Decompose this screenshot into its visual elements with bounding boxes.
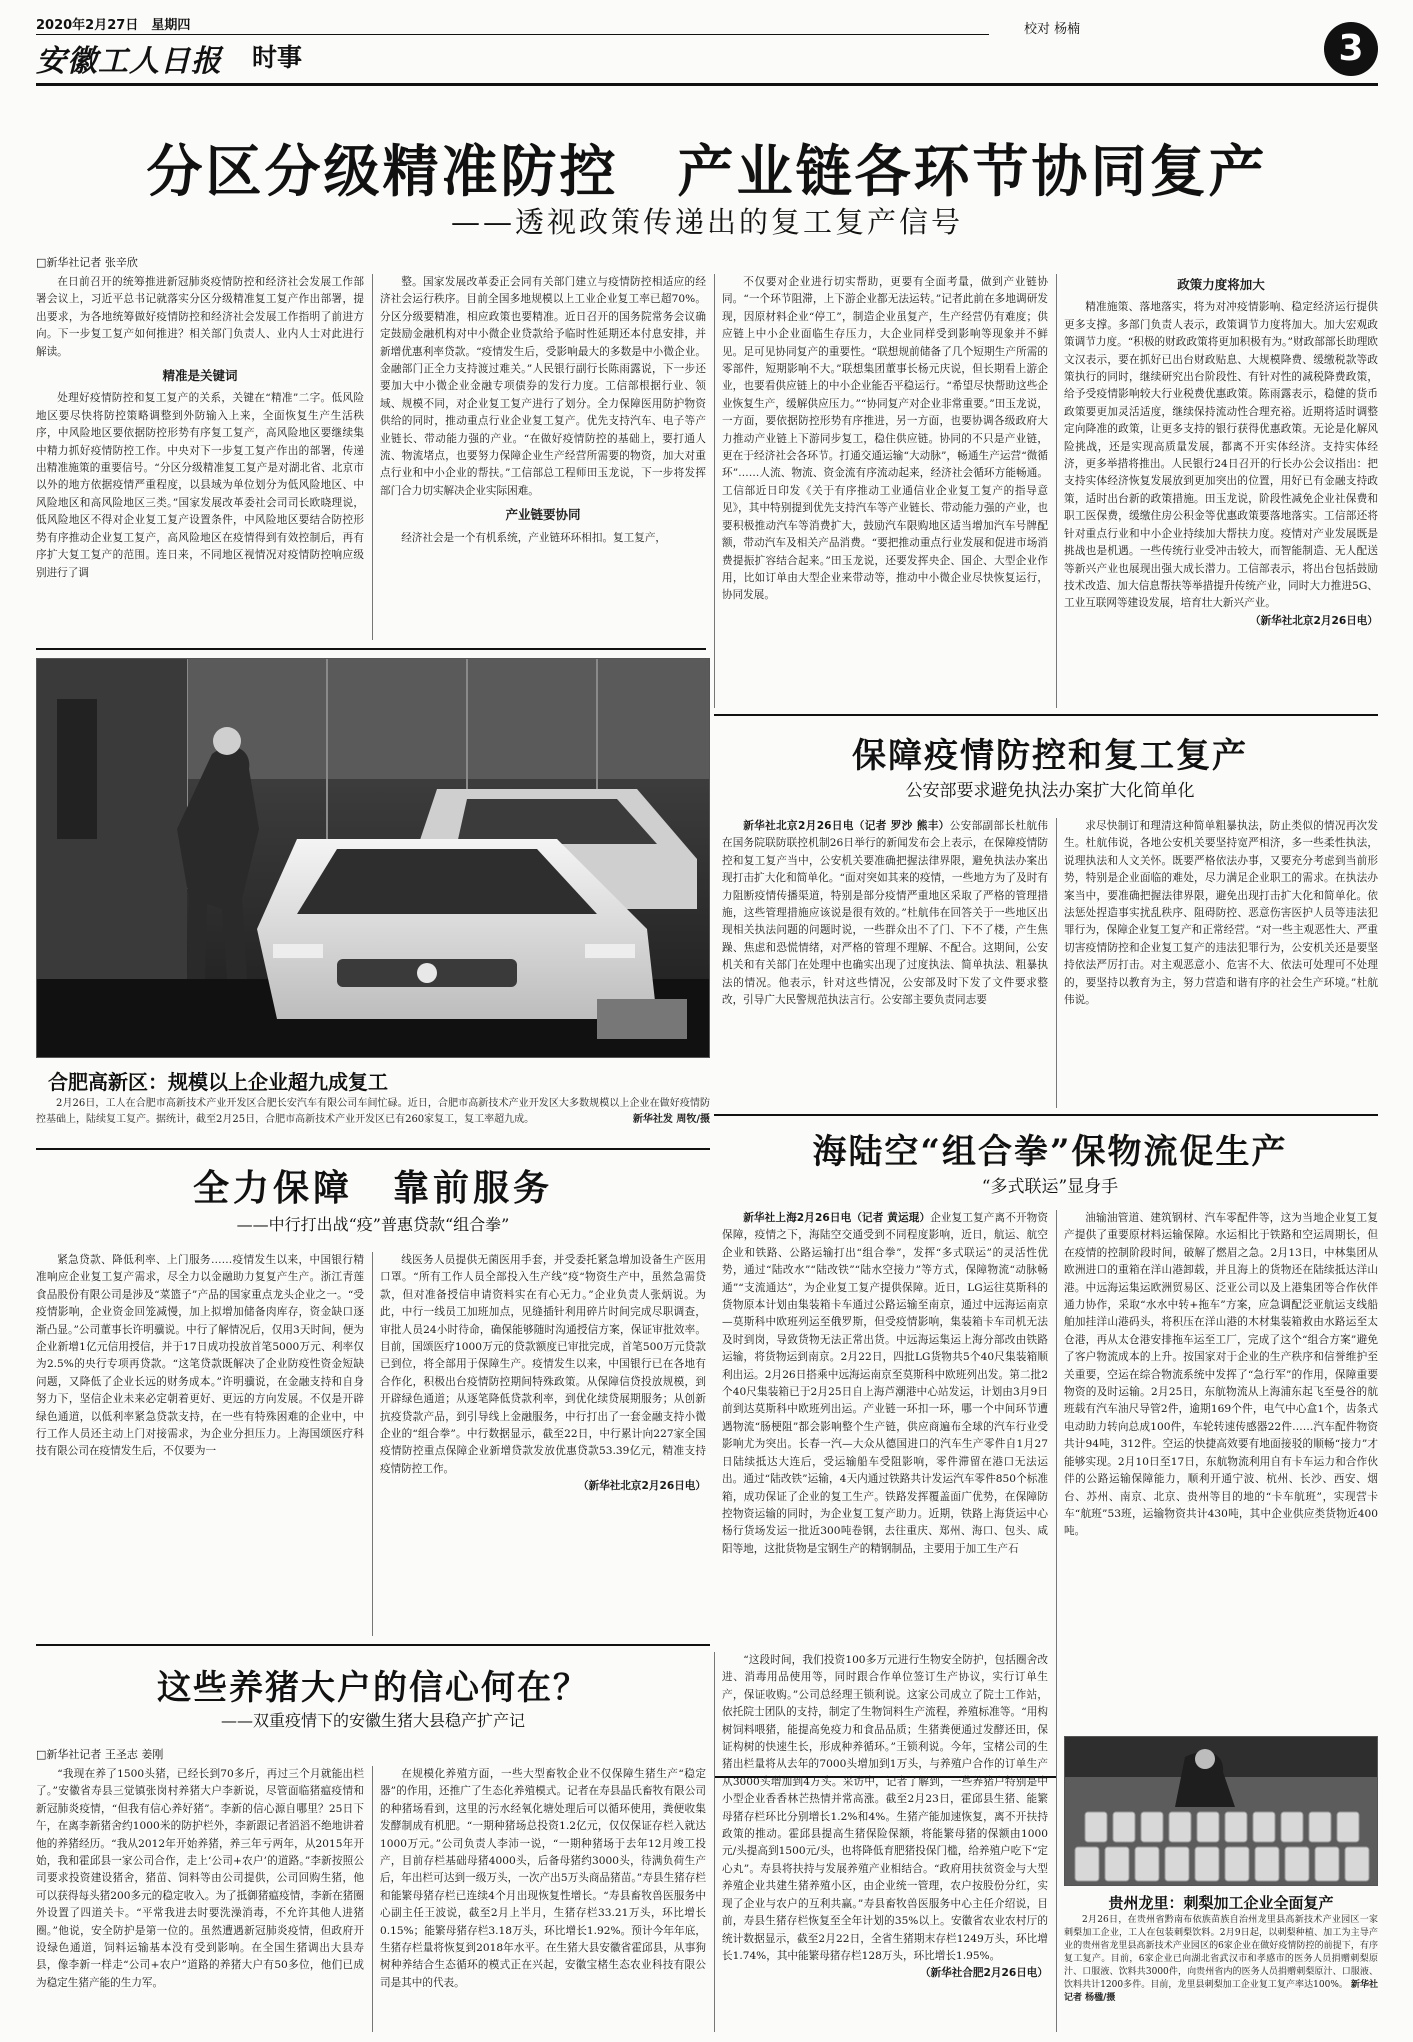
column-divider	[714, 274, 715, 708]
pig-deck: ——双重疫情下的安徽生猪大县稳产扩产记	[220, 1711, 525, 1730]
column-divider	[1056, 818, 1057, 1108]
car-factory-photo	[36, 658, 710, 1058]
masthead-rule	[36, 34, 989, 35]
page-number-badge	[1324, 22, 1378, 76]
pig-headline: 这些养猪大户的信心何在？	[157, 1668, 589, 1708]
lead-column-3	[722, 274, 1048, 708]
pig-dateline: （新华社合肥2月26日电）	[919, 1967, 1048, 1980]
section-rule	[36, 648, 706, 650]
pig-col1-text: “我现在养了1500头猪，已经长到70多斤，再过三个月就能出栏了。”安徽省寿县三觉镇张岗村养猪大户李新说，尽管面临猪瘟疫情和新冠肺炎疫情，“但我有信心养好猪”。李新的信心源自哪里？25日下午，在离李新猪舍约1000米的防护栏外，李新跟记者滔滔不绝地讲着他的养猪经历。“我从2012年开始养猪，养三年亏两年，从2015年开始，我和霍邱县一家公司合作，走上‘公司+农户’的道路。”李新按照公司要求投资建设猪舍，猪苗、饲料等由公司提供，公司回购生猪，他可以获得每头猪200多元的稳定收入。为了抵御猪瘟疫情，李新在猪圈外设置了四道关卡。“平常我进去时要洗澡消毒，不允许其他人进猪圈。”他说，安全防护是第一位的。虽然遭遇新冠肺炎疫情，但政府开设绿色通道，饲料运输基本没有受到影响。在全国生猪调出大县寿县，像李新一样走“公司+农户”道路的养猪大户有50多位，他们已成为稳定生猪产能的生力军。	[36, 1768, 364, 1989]
lead-col2-text: 整。国家发展改革委正会同有关部门建立与疫情防控相适应的经济社会运行秩序。目前全国多地规模以上工业企业复工率已超70%。分区分级要精准，相应政策也要精准。近日召开的国务院常务会议确定鼓励金融机构对中小微企业贷款给予临时性延期还本付息安排，并新增优惠利率贷款。“疫情发生后，受影响最大的多数是中小微企业。金融部门正全力支持渡过难关。”人民银行副行长陈雨露说，下一步还要加大中小微企业金融专项债券的发行力度。工信部根据行业、领域、规模不同，对企业复工复产进行了划分。全力保障医用防护物资供给的同时，推动重点行业企业复工复产。优先支持汽车、电子等产业链长、带动能力强的产业。“在做好疫情防控的基础上，要打通人流、物流堵点，也要努力保障企业生产经营所需要的物资，加大对重点行业和中小企业的帮扶。”工信部总工程师田玉龙说，下一步将发挥部门合力切实解决企业实际困难。	[380, 276, 706, 497]
pear-factory-photo	[1064, 1736, 1378, 1886]
section-name: 时事	[252, 43, 303, 72]
pear-factory-illustration	[1065, 1737, 1378, 1886]
bank-col2-text: 线医务人员提供无菌医用手套，并受委托紧急增加设备生产医用口罩。“所有工作人员全部投入生产线”疫“物资生产中，虽然急需贷款，但对准备授信申请资料实在有心无力。”企业负责人张炳说。为此，中行一线员工加班加点，见缝插针利用碎片时间完成尽职调查，审批人员24小时待命，确保能够随时沟通授信方案，保证审批效率。目前，国颂医疗1000万元的贷款额度已审批完成，首笔500万元贷款已到位，将全部用于保障生产。疫情发生以来，中国银行已在各地有合作化，积极出台疫情防控期间特殊政策。从保障信贷投放规模，到开辟绿色通道；从逐笔降低贷款利率，到优化续贷展期服务；从创新抗疫贷款产品，到引导线上金融服务，中行打出了一套金融支持小微企业的“组合拳”。中行数据显示，截至22日，中行累计向227家全国疫情防控重点保障企业新增贷款发放优惠贷款53.39亿元，精准支持疫情防控工作。	[380, 1254, 706, 1475]
section-rule	[36, 1148, 710, 1150]
police-column-2	[1064, 818, 1378, 1108]
section-rule	[36, 1644, 710, 1646]
police-col1-text: 公安部副部长杜航伟在国务院联防联控机制26日举行的新闻发布会上表示，在保障疫情防控和复工复产当中，公安机关要准确把握法律界限，避免执法办案出现打击扩大化和简单化。“面对突如其来的疫情，一些地方为了及时有力阻断疫情传播渠道，特别是部分疫情严重地区采取了严格的管理措施，这些管理措施应该说是很有效的。”杜航伟在回答关于一些地区出现相关执法问题的问题时说，一些群众出不了门、下不了楼，产生焦躁、焦虑和恐慌情绪，对严格的管理不理解、不配合。这期间，公安机关和有关部门在处理中也确实出现了过度执法、简单执法、粗暴执法的情况。他表示，针对这些情况，公安部及时下发了文件要求整改，引导广大民警规范执法言行。公安部主要负责同志要	[722, 820, 1048, 1007]
lead-subhead-1: 精准是关键词	[162, 368, 238, 384]
lead-col3-text: 不仅要对企业进行切实帮助，更要有全面考量，做到产业链协同。“一个环节阻滞，上下游企业都无法运转。”记者此前在多地调研发现，因原材料企业“停工”，制造企业虽复产，生产经营仍有难度；供应链上中小企业面临生存压力，大企业同样受到影响等现象并不鲜见。足可见协同复产的重要性。“联想规前储备了几个短期生产所需的零部件，短期影响不大。”联想集团董事长杨元庆说，但长期看上游企业，也要看供应链上的中小企业能否平稳运行。“希望尽快帮助这些企业恢复生产，缓解供应压力。”“协同复产对企业非常重要。”田玉龙说，一方面，要依据防控形势有序推进，另一方面，也要协调各级政府大力推动产业链上下游同步复工，稳住供应链。协同的不只是产业链，更在于经济社会各环节。打通交通运输“大动脉”，畅通生产运营“微循环”……人流、物流、资金流有序流动起来，经济社会循环方能畅通。工信部近日印发《关于有序推动工业通信业企业复工复产的指导意见》，其中特别提到优先支持汽车等产业链长、带动能力强的产业，也要积极推动汽车等消费扩大，鼓励汽车限购地区适当增加汽车号牌配额，带动汽车及相关产品消费。“要把推动重点行业发展和促进市场消费提振扩容结合起来。”田玉龙说，还要发挥央企、国企、大型企业作用，比如订单由大型企业来带动等，推动中小微企业尽快恢复运行，协同发展。	[722, 276, 1048, 602]
bank-deck: ——中行打出战“疫”普惠贷款“组合拳”	[236, 1215, 510, 1234]
pear-photo-credit: 新华社记者 杨楹/摄	[1064, 1980, 1378, 2003]
car-caption-text: 2月26日，工人在合肥市高新技术产业开发区合肥长安汽车有限公司车间忙碌。近日，合肥市高新技术产业开发区大多数规模以上企业在做好疫情防控基础上，陆续复工复产。据统计，截至2月25日，合肥市高新技术产业开发区已有260家复工，复工率超九成。	[36, 1098, 710, 1125]
pig-column-1	[36, 1766, 364, 2032]
logistics-col1-text: 企业复工复产离不开物资保障，疫情之下，海陆空交通受到不同程度影响，近日，航运、航空企业和铁路、公路运输打出“组合拳”，发挥“多式联运”的灵活性优势，通过“陆改水”“陆改铁”“陆水空接力”等方式，保障物流“动脉畅通”“支流通达”，为企业复工复产提供保障。近日，LG运往莫斯科的货物原本计划由集装箱卡车通过公路运输至南京，通过中远海运南京—莫斯科中欧班列运至俄罗斯，但受疫情影响，集装箱卡车司机无法及时到岗，导致货物无法正常出货。中远海运集运上海分部改由铁路运输，将货物运到南京。2月22日，四批LG货物共5个40尺集装箱顺利出运。2月26日搭乘中远海运南京至莫斯科中欧班列出发。第二批2个40尺集装箱已于2月25日自上海芦潮港中心站发运，计划由3月9日前到达莫斯科中欧班列出运。产业链一环扣一环，哪一个中间环节遭遇物流“肠梗阻”都会影响整个生产链，供应商遍布全球的汽车行业受影响尤为突出。长春一汽—大众从德国进口的汽车生产零件自1月27日陆续抵达大连后，受运输船车受阻影响，零件滞留在港口无法运出。通过“陆改铁”运输，4天内通过铁路共计发运汽车零件850个标准箱，成功保证了企业的复工生产。铁路发挥覆盖面广优势，在保障防控物资运输的同时，为企业复工复产助力。近期，铁路上海货运中心杨行货场发运一批近300吨卷钢，去往重庆、郑州、海口、包头、咸阳等地，这批货物是宝钢生产的精钢制品，主要用于加工生产石	[722, 1212, 1048, 1555]
logistics-deck: “多式联运”显身手	[981, 1177, 1119, 1197]
pig-column-2	[380, 1766, 706, 2032]
column-divider	[372, 274, 373, 640]
page-number: 3	[1338, 28, 1364, 69]
masthead-rule-bold	[36, 83, 1378, 86]
section-rule	[714, 714, 1378, 716]
section-rule	[714, 1114, 1378, 1116]
lead-headline: 分区分级精准防控 产业链各环节协同复产	[146, 139, 1268, 205]
police-lead-in: 新华社北京2月26日电（记者 罗沙 熊丰）	[743, 820, 950, 832]
pear-photo-title: 贵州龙里：刺梨加工企业全面复产	[1108, 1894, 1334, 1912]
car-photo-title: 合肥高新区：规模以上企业超九成复工	[48, 1070, 388, 1094]
car-photo-credit: 新华社发 周牧/摄	[632, 1114, 710, 1125]
lead-column-2	[380, 274, 706, 640]
lead-intro: 在日前召开的统筹推进新冠肺炎疫情防控和经济社会发展工作部署会议上，习近平总书记就落实分区分级精准复工复产作出部署，提出要求，为各地统筹做好疫情防控和经济社会发展工作指明了前进方向。下一步复工复产如何推进？相关部门负责人、业内人士对此进行解读。	[36, 276, 364, 358]
lead-deck: ——透视政策传递出的复工复产信号	[450, 205, 963, 239]
column-divider	[714, 1652, 715, 2032]
bank-dateline: （新华社北京2月26日电）	[577, 1480, 706, 1493]
police-headline: 保障疫情防控和复工复产	[852, 736, 1248, 776]
paper-logo: 安徽工人日报	[36, 44, 222, 79]
logistics-column-2	[1064, 1210, 1378, 1730]
logistics-lead-in: 新华社上海2月26日电（记者 黄运琨）	[743, 1212, 931, 1224]
lead-column-1	[36, 274, 364, 640]
pear-photo-caption	[1064, 1914, 1378, 2032]
lead-column-4	[1064, 274, 1378, 708]
bank-column-2	[380, 1252, 706, 1636]
car-photo-caption	[36, 1096, 710, 1128]
lead-byline: □新华社记者 张辛欣	[36, 256, 138, 269]
lead-col1-text: 处理好疫情防控和复工复产的关系，关键在“精准”二字。低风险地区要尽快将防控策略调整到外防输入上来，全面恢复生产生活秩序，中风险地区要依据防控形势有序复工复产，高风险地区要继续集中精力抓好疫情防控工作。中央对下一步复工复产作出的部署，传递出精准施策的重要信号。“分区分级精准复工复产是对湖北省、北京市以外的地方依据疫情严重程度，以县域为单位划分为低风险地区、中风险地区和高风险地区三类。”国家发展改革委社会司司长欧晓理说，低风险地区不得对企业复工复产设置条件，中风险地区要结合防控形势有序推动企业复工复产，高风险地区在疫情得到有效控制后，再有序扩大复工复产的范围。连日来，不同地区视情况对疫情防控响应级别进行了调	[36, 392, 364, 579]
column-divider	[1056, 274, 1057, 708]
pig-byline: □新华社记者 王圣志 姜刚	[36, 1748, 164, 1761]
lead-col2-tail: 经济社会是一个有机系统，产业链环环相扣。复工复产，	[401, 531, 667, 544]
column-divider	[1056, 1736, 1057, 2032]
editor-credits: 校对 杨楠	[1024, 22, 1081, 37]
lead-col4-text: 精准施策、落地落实，将为对冲疫情影响、稳定经济运行提供更多支撑。多部门负责人表示，政策调节力度将加大。加大宏观政策调节力度。“积极的财政政策将更加积极有为。”财政部部长助理欧文汉表示，要在抓好已出台财政贴息、大规模降费、缓缴税款等政策执行的同时，继续研究出台阶段性、有针对性的减税降费政策，给予受疫情影响较大行业税费优惠政策。陈雨露表示，稳健的货币政策要更加灵活适度，继续保持流动性合理充裕。近期将适时调整定向降准的政策，让更多支持的银行获得优惠政策。无论是化解风险挑战，还是实现高质量发展，都离不开实体经济。支持实体经济，更多举措将推出。人民银行24日召开的行长办公会议指出：把支持实体经济恢复发展放到更加突出的位置，用好已有金融支持政策，适时出台新的政策措施。田玉龙说，阶段性减免企业社保费和职工医保费，缓缴住房公积金等优惠政策要落地落实。工信部还将针对重点行业和中小企业持续加大帮扶力度。疫情对产业发展既是挑战也是机遇。一些传统行业受冲击较大，而智能制造、无人配送等新兴产业也展现出强大成长潜力。工信部表示，将出台包括鼓励技术改造、加大信息帮扶等举措提升传统产业，同时大力推进5G、工业互联网等建设发展，培育壮大新兴产业。	[1064, 301, 1378, 610]
bank-column-1	[36, 1252, 364, 1636]
pig-column-3	[722, 1652, 1048, 2032]
car-factory-illustration	[37, 659, 710, 1058]
bank-col1-text: 紧急贷款、降低利率、上门服务……疫情发生以来，中国银行精准响应企业复工复产需求，尽全力以金融助力复复产生产。浙江青莲食品股份有限公司是涉及“菜篮子”产品的国家重点龙头企业之一。“受疫情影响，企业资金回笼减慢，加上拟增加储备肉库存，资金缺口逐渐凸显。”公司董事长许明骥说。中行了解情况后，仅用3天时间，便为企业新增1亿元信用授信，并于17日成功投放首笔5000万元、利率仅为2.5%的央行专项再贷款。“这笔贷款既解决了企业防疫性资金短缺问题，又降低了企业长远的财务成本。”许明骥说，在金融支持和自身努力下，坚信企业未来必定朝着更好、更远的方向发展。不仅是开辟绿色通道，以低利率紧急贷款支持，在一些有特殊困难的企业中，中行工作人员还主动上门对接需求，为企业分担压力。上海国颂医疗科技有限公司在疫情发生后，不仅要为一	[36, 1254, 364, 1458]
logistics-col2-text: 油输油管道、建筑钢材、汽车零配件等，这为当地企业复工复产提供了重要原材料运输保障。水运相比于铁路和空运周期长，但在疫情的控制阶段时间，破解了燃眉之急。2月13日，中林集团从欧洲进口的重箱在洋山港卸载，并且海上的货物还在陆续抵达洋山港。中远海运集运欧洲贸易区、泛亚公司以及上港集团等合作伙伴通力协作，采取“水水中转+拖车”方案，应急调配泛亚航运支线船舶加挂洋山港码头，将积压在洋山港的木材集装箱救由水路运至太仓港，再从太仓港安排拖车运至工厂，完成了这个“组合方案”避免了客户物流成本的上升。按国家对于企业的生产秩序和信誉维护至关重要，空运在综合物流系统中发挥了“急行军”的作用，保障重要物资的及时运输。2月25日，东航物流从上海浦东起飞至曼谷的航班载有汽车油尺导管2件，逾期169个件，电气中心盒1个，齿条式电动助力转向总成100件，车轮转速传感器22件……汽车配件物资共计94吨，312件。空运的快捷高效要有地面接驳的顺畅“接力”才能够实现。2月10日至17日，东航物流利用自有卡车运力和合作伙伴的公路运输保障能力，顺利开通宁波、杭州、长沙、西安、烟台、苏州、南京、北京、贵州等目的地的“卡车航班”，实现营卡车“航班”53班，运输物资共计430吨，其中企业供应类货物近400吨。	[1064, 1212, 1378, 1538]
pear-caption-text: 2月26日，在贵州省黔南布依族苗族自治州龙里县高新技术产业园区一家刺梨加工企业，工人在包装刺梨饮料。2月9日起，以刺梨种植、加工为主导产业的贵州省龙里县高新技术产业园区的6家企业在做好疫情防控的前提下，有序复工复产。目前，6家企业已向湖北省武汉市和孝感市的医务人员捐赠刺梨原汁、口服液、饮料共3000件，向贵州省内的医务人员捐赠刺梨原汁、口服液、饮料共计1200多件。目前，龙里县刺梨加工企业复工复产率达100%。	[1064, 1915, 1378, 1990]
issue-date: 2020年2月27日 星期四	[36, 18, 191, 33]
police-deck: 公安部要求避免执法办案扩大化简单化	[905, 781, 1195, 801]
police-column-1	[722, 818, 1048, 1108]
column-divider	[372, 1766, 373, 2032]
lead-subhead-3: 政策力度将加大	[1177, 277, 1265, 292]
bank-headline: 全力保障 靠前服务	[192, 1167, 553, 1209]
logistics-headline: 海陆空“组合拳”保物流促生产	[812, 1132, 1288, 1172]
pig-col3-text: “这段时间，我们投资100多万元进行生物安全防护，包括圈舍改进、消毒用品使用等，同时跟合作单位签订生产协议，实行订单生产，保证收购。”公司总经理王锁利说。这家公司成立了院士工作站，依托院士团队的支持，制定了生物饲料生产流程，养殖标准等。“用构树饲料喂猪，能提高免疫力和食品品质；生猪粪便通过发酵还田，保证构树的快速生长，形成种养循环。”王锁利说。今年，宝楮公司的生猪出栏量将从去年的7000头增加到1万头，与养殖户合作的订单生产从3000头增加到4万头。采访中，记者了解到，一些养猪户特别是中小型企业香香林芒热情并常高涨。截至2月23日，霍邱县生猪、能繁母猪存栏环比分别增长1.2%和4%。生猪产能加速恢复，离不开扶持政策的推动。霍邱县提高生猪保险保额，将能繁母猪的保额由1000元/头提高到1500元/头，也将降低育肥猪投保门槛，给养殖户吃下“定心丸”。寿县将扶持与发展养殖产业相结合。“政府用扶贫资金与大型养殖企业共建生猪养殖小区，由企业统一管理，农户按股份分红，实现了企业与农户的互利共赢。”寿县畜牧兽医服务中心主任介绍说，目前，寿县生猪存栏恢复至全年计划的35%以上。安徽省农业农村厅的统计数据显示，截至2月22日，全省生猪期末存栏1249万头，环比增长1.74%，其中能繁母猪存栏128万头，环比增长1.95%。	[722, 1654, 1048, 1962]
column-divider	[372, 1252, 373, 1636]
column-divider	[1056, 1210, 1057, 1770]
lead-dateline: （新华社北京2月26日电）	[1249, 614, 1378, 627]
pig-col2-text: 在规模化养殖方面，一些大型畜牧企业不仅保障生猪生产“稳定器”的作用，还推广了生态化养殖模式。记者在寿县晶氏畜牧有限公司的种猪场看到，这里的污水经氧化塘处理后可以循环使用，粪便收集发酵制成有机肥。“一期种猪场总投资1.2亿元，仅仅保证存栏入就达1000万元。”公司负责人李沛一说，“一期种猪场于去年12月竣工投产，目前存栏基础母猪4000头，后备母猪约3000头，待满负荷生产后，年出栏可达到一级万头，一次产出5万头商品猪苗。”寿县生猪存栏和能繁母猪存栏已连续4个月出现恢复性增长。“寿县畜牧兽医服务中心副主任王波说，截至2月上半月，生猪存栏33.21万头，环比增长0.15%；能繁母猪存栏3.18万头，环比增长1.92%。预计今年年底，生猪存栏量将恢复到2018年水平。在生猪大县安徽省霍邱县，从事狗树种养结合生态循环的模式正在兴起，安徽宝楮生态农业科技有限公司是其中的代表。	[380, 1768, 706, 1989]
lead-subhead-2: 产业链要协同	[505, 507, 581, 523]
police-col2-text: 求尽快制订和理清这种简单粗暴执法，防止类似的情况再次发生。杜航伟说，各地公安机关要坚持宽严相济，多一些柔性执法，说理执法和人文关怀。既要严格依法办事，又要充分考虑到当前形势，特别是企业面临的难处，尽力满足企业职工的需求。在执法办案当中，要准确把握法律界限，避免出现打击扩大化和简单化。依法惩处捏造事实扰乱秩序、阻碍防控、恶意伤害医护人员等违法犯罪行为，保障企业复工复产和正常经营。“对一些主观恶性大、严重切害疫情防控和企业复工复产的违法犯罪行为，公安机关还是要坚持依法严厉打击。对主观恶意小、危害不大、依法可处理可不处理的，要坚持以教育为主，努力营造和谐有序的社会生产环境。”杜航伟说。	[1064, 820, 1378, 1007]
